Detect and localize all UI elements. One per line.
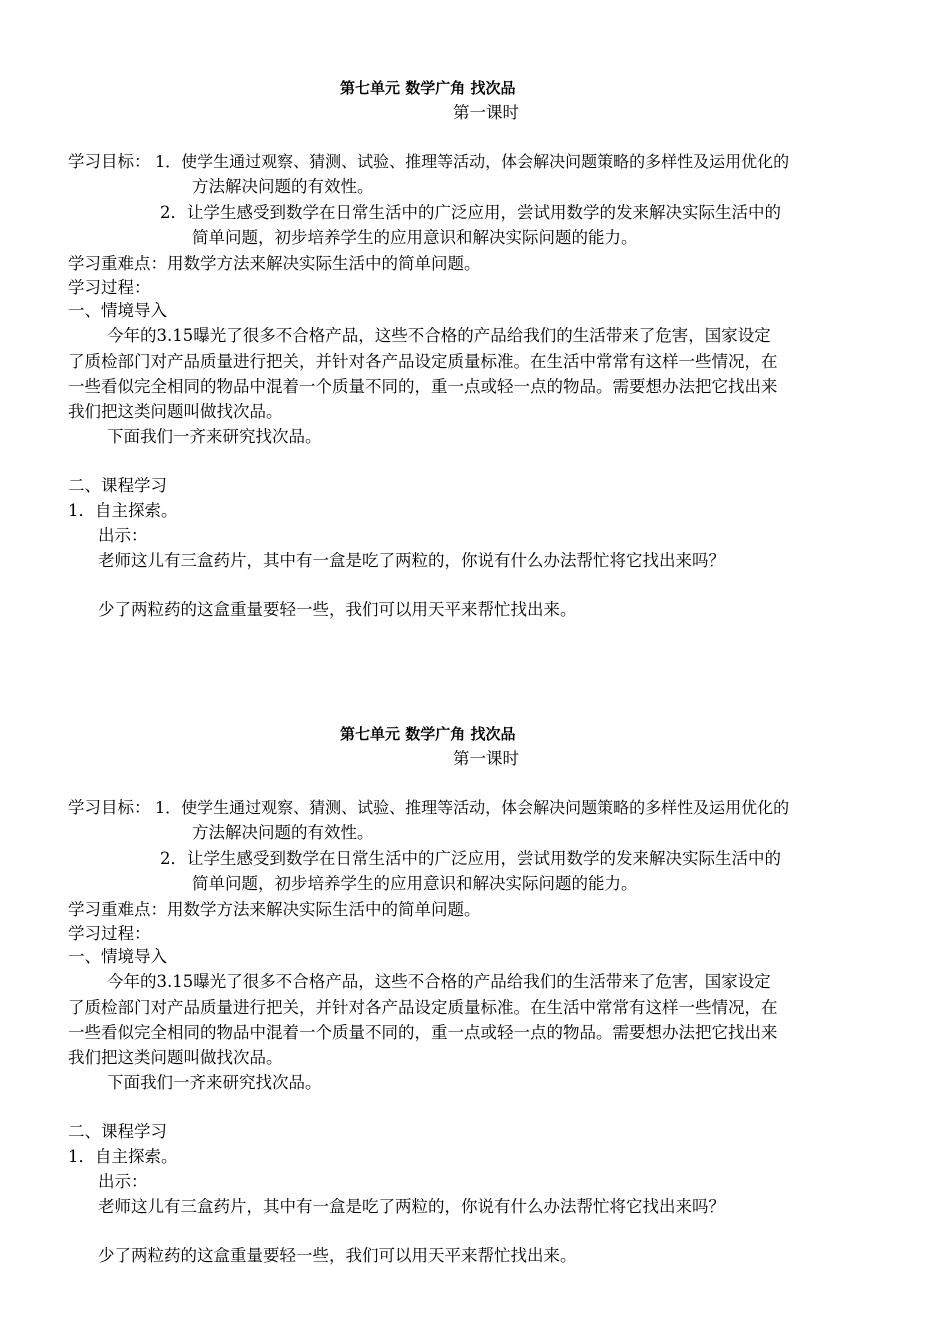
part-1-heading: 一、情境导入 — [68, 301, 167, 320]
question-text: 老师这儿有三盒药片，其中有一盒是吃了两粒的，你说有什么办法帮忙将它找出来吗？ — [98, 1197, 725, 1216]
intro-line-1: 今年的3.15曝光了很多不合格产品，这些不合格的产品给我们的生活带来了危害，国家设定 — [107, 972, 771, 991]
answer-text: 少了两粒药的这盒重量要轻一些，我们可以用天平来帮忙找出来。 — [98, 1246, 577, 1265]
goal-1-line-1: 1．使学生通过观察、猜测、试验、推理等活动，体会解决问题策略的多样性及运用优化的 — [155, 798, 790, 817]
lesson-section-1 — [0, 0, 950, 620]
lesson-subtitle: 第一课时 — [453, 103, 519, 122]
key-points: 学习重难点：用数学方法来解决实际生活中的简单问题。 — [68, 254, 481, 273]
goal-1-line-2: 方法解决问题的有效性。 — [192, 823, 374, 842]
part-2-heading: 二、课程学习 — [68, 476, 167, 495]
page-title: 第七单元 数学广角 找次品 — [340, 79, 516, 97]
goal-label: 学习目标： — [68, 798, 151, 817]
intro-line-5: 下面我们一齐来研究找次品。 — [107, 1073, 322, 1092]
process-heading: 学习过程： — [68, 924, 151, 943]
page-title: 第七单元 数学广角 找次品 — [340, 725, 516, 743]
show-label: 出示： — [98, 526, 148, 545]
process-heading: 学习过程： — [68, 278, 151, 297]
goal-2-line-2: 简单问题，初步培养学生的应用意识和解决实际问题的能力。 — [192, 228, 638, 247]
intro-line-4: 我们把这类问题叫做找次品。 — [68, 402, 283, 421]
goal-1-line-1: 1．使学生通过观察、猜测、试验、推理等活动，体会解决问题策略的多样性及运用优化的 — [155, 152, 790, 171]
intro-line-3: 一些看似完全相同的物品中混着一个质量不同的，重一点或轻一点的物品。需要想办法把它找出来 — [68, 1023, 778, 1042]
part-2-heading: 二、课程学习 — [68, 1122, 167, 1141]
intro-line-5: 下面我们一齐来研究找次品。 — [107, 427, 322, 446]
key-points: 学习重难点：用数学方法来解决实际生活中的简单问题。 — [68, 900, 481, 919]
lesson-subtitle: 第一课时 — [453, 749, 519, 768]
goal-1-line-2: 方法解决问题的有效性。 — [192, 177, 374, 196]
goal-2-line-2: 简单问题，初步培养学生的应用意识和解决实际问题的能力。 — [192, 874, 638, 893]
intro-line-2: 了质检部门对产品质量进行把关，并针对各产品设定质量标准。在生活中常常有这样一些情况，在 — [68, 998, 778, 1017]
question-text: 老师这儿有三盒药片，其中有一盒是吃了两粒的，你说有什么办法帮忙将它找出来吗？ — [98, 551, 725, 570]
show-label: 出示： — [98, 1172, 148, 1191]
lesson-section-2 — [0, 646, 950, 1266]
intro-line-1: 今年的3.15曝光了很多不合格产品，这些不合格的产品给我们的生活带来了危害，国家设定 — [107, 326, 771, 345]
goal-label: 学习目标： — [68, 152, 151, 171]
intro-line-3: 一些看似完全相同的物品中混着一个质量不同的，重一点或轻一点的物品。需要想办法把它找出来 — [68, 377, 778, 396]
intro-line-2: 了质检部门对产品质量进行把关，并针对各产品设定质量标准。在生活中常常有这样一些情况，在 — [68, 352, 778, 371]
item-1: 1．自主探索。 — [68, 501, 178, 520]
item-1: 1．自主探索。 — [68, 1147, 178, 1166]
part-1-heading: 一、情境导入 — [68, 947, 167, 966]
goal-2-line-1: 2．让学生感受到数学在日常生活中的广泛应用，尝试用数学的发来解决实际生活中的 — [160, 849, 781, 868]
goal-2-line-1: 2．让学生感受到数学在日常生活中的广泛应用，尝试用数学的发来解决实际生活中的 — [160, 203, 781, 222]
answer-text: 少了两粒药的这盒重量要轻一些，我们可以用天平来帮忙找出来。 — [98, 600, 577, 619]
intro-line-4: 我们把这类问题叫做找次品。 — [68, 1048, 283, 1067]
